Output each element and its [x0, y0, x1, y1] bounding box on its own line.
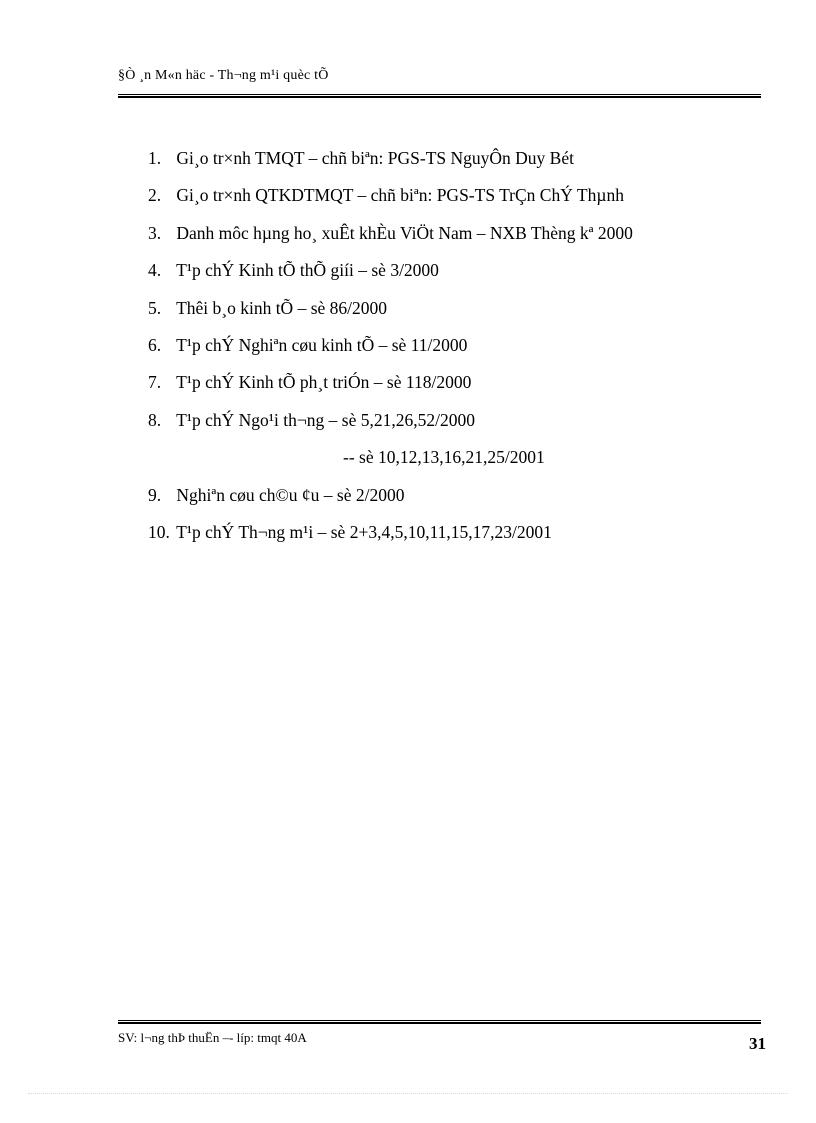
reference-text: Thêi b¸o kinh tÕ – sè 86/2000 — [176, 297, 388, 318]
page-number: 31 — [749, 1034, 766, 1053]
reference-number: 3. — [148, 222, 162, 243]
reference-number: 5. — [148, 297, 162, 318]
reference-number: 10. — [148, 521, 170, 542]
reference-item — [148, 333, 768, 370]
reference-text: Nghiªn cøu ch©u ¢u – sè 2/2000 — [176, 484, 405, 505]
reference-item — [148, 408, 768, 445]
reference-number: 6. — [148, 334, 162, 355]
running-header: §Ò ¸n M«n häc - Th¬ng m¹i quèc tÕ — [118, 68, 329, 83]
reference-text: T¹p chÝ Ngo¹i th¬ng – sè 5,21,26,52/2000 — [176, 409, 475, 430]
reference-item — [148, 520, 768, 557]
reference-item — [148, 296, 768, 333]
reference-text: Gi¸o tr×nh TMQT – chñ biªn: PGS-TS NguyÔn Duy Bét — [176, 148, 574, 168]
reference-text: Gi¸o tr×nh QTKDTMQT – chñ biªn: PGS-TS TrÇn ChÝ Thµnh — [176, 185, 624, 206]
reference-text: T¹p chÝ Kinh tÕ thÕ giíi – sè 3/2000 — [176, 260, 439, 281]
reference-item — [148, 258, 768, 295]
reference-number: 7. — [148, 372, 162, 393]
reference-text: T¹p chÝ Kinh tÕ ph¸t triÓn – sè 118/2000 — [176, 372, 472, 393]
running-footer: SV: l¬ng thÞ thuËn –- líp: tmqt 40A — [118, 1030, 307, 1045]
reference-number: 2. — [148, 185, 162, 206]
reference-number: 9. — [148, 484, 162, 505]
reference-text: T¹p chÝ Nghiªn cøu kinh tÕ – sè 11/2000 — [176, 334, 468, 355]
reference-number: 4. — [148, 260, 162, 281]
footer-rule — [118, 1020, 761, 1024]
reference-list — [148, 146, 768, 557]
reference-item — [148, 183, 768, 220]
reference-number: 1. — [148, 148, 162, 168]
reference-item — [148, 483, 768, 520]
reference-text: Danh môc hµng ho¸ xuÊt khÈu ViÖt Nam – NXB Thèng kª 2000 — [176, 222, 633, 243]
reference-item — [148, 221, 768, 258]
page-edge-divider — [28, 1093, 788, 1094]
reference-item — [148, 146, 768, 183]
reference-item — [148, 370, 768, 407]
header-rule — [118, 94, 761, 98]
reference-number: 8. — [148, 409, 162, 430]
reference-continuation: -- sè 10,12,13,16,21,25/2001 — [343, 447, 545, 468]
reference-text: T¹p chÝ Th¬ng m¹i – sè 2+3,4,5,10,11,15,17,23/2001 — [176, 521, 552, 542]
